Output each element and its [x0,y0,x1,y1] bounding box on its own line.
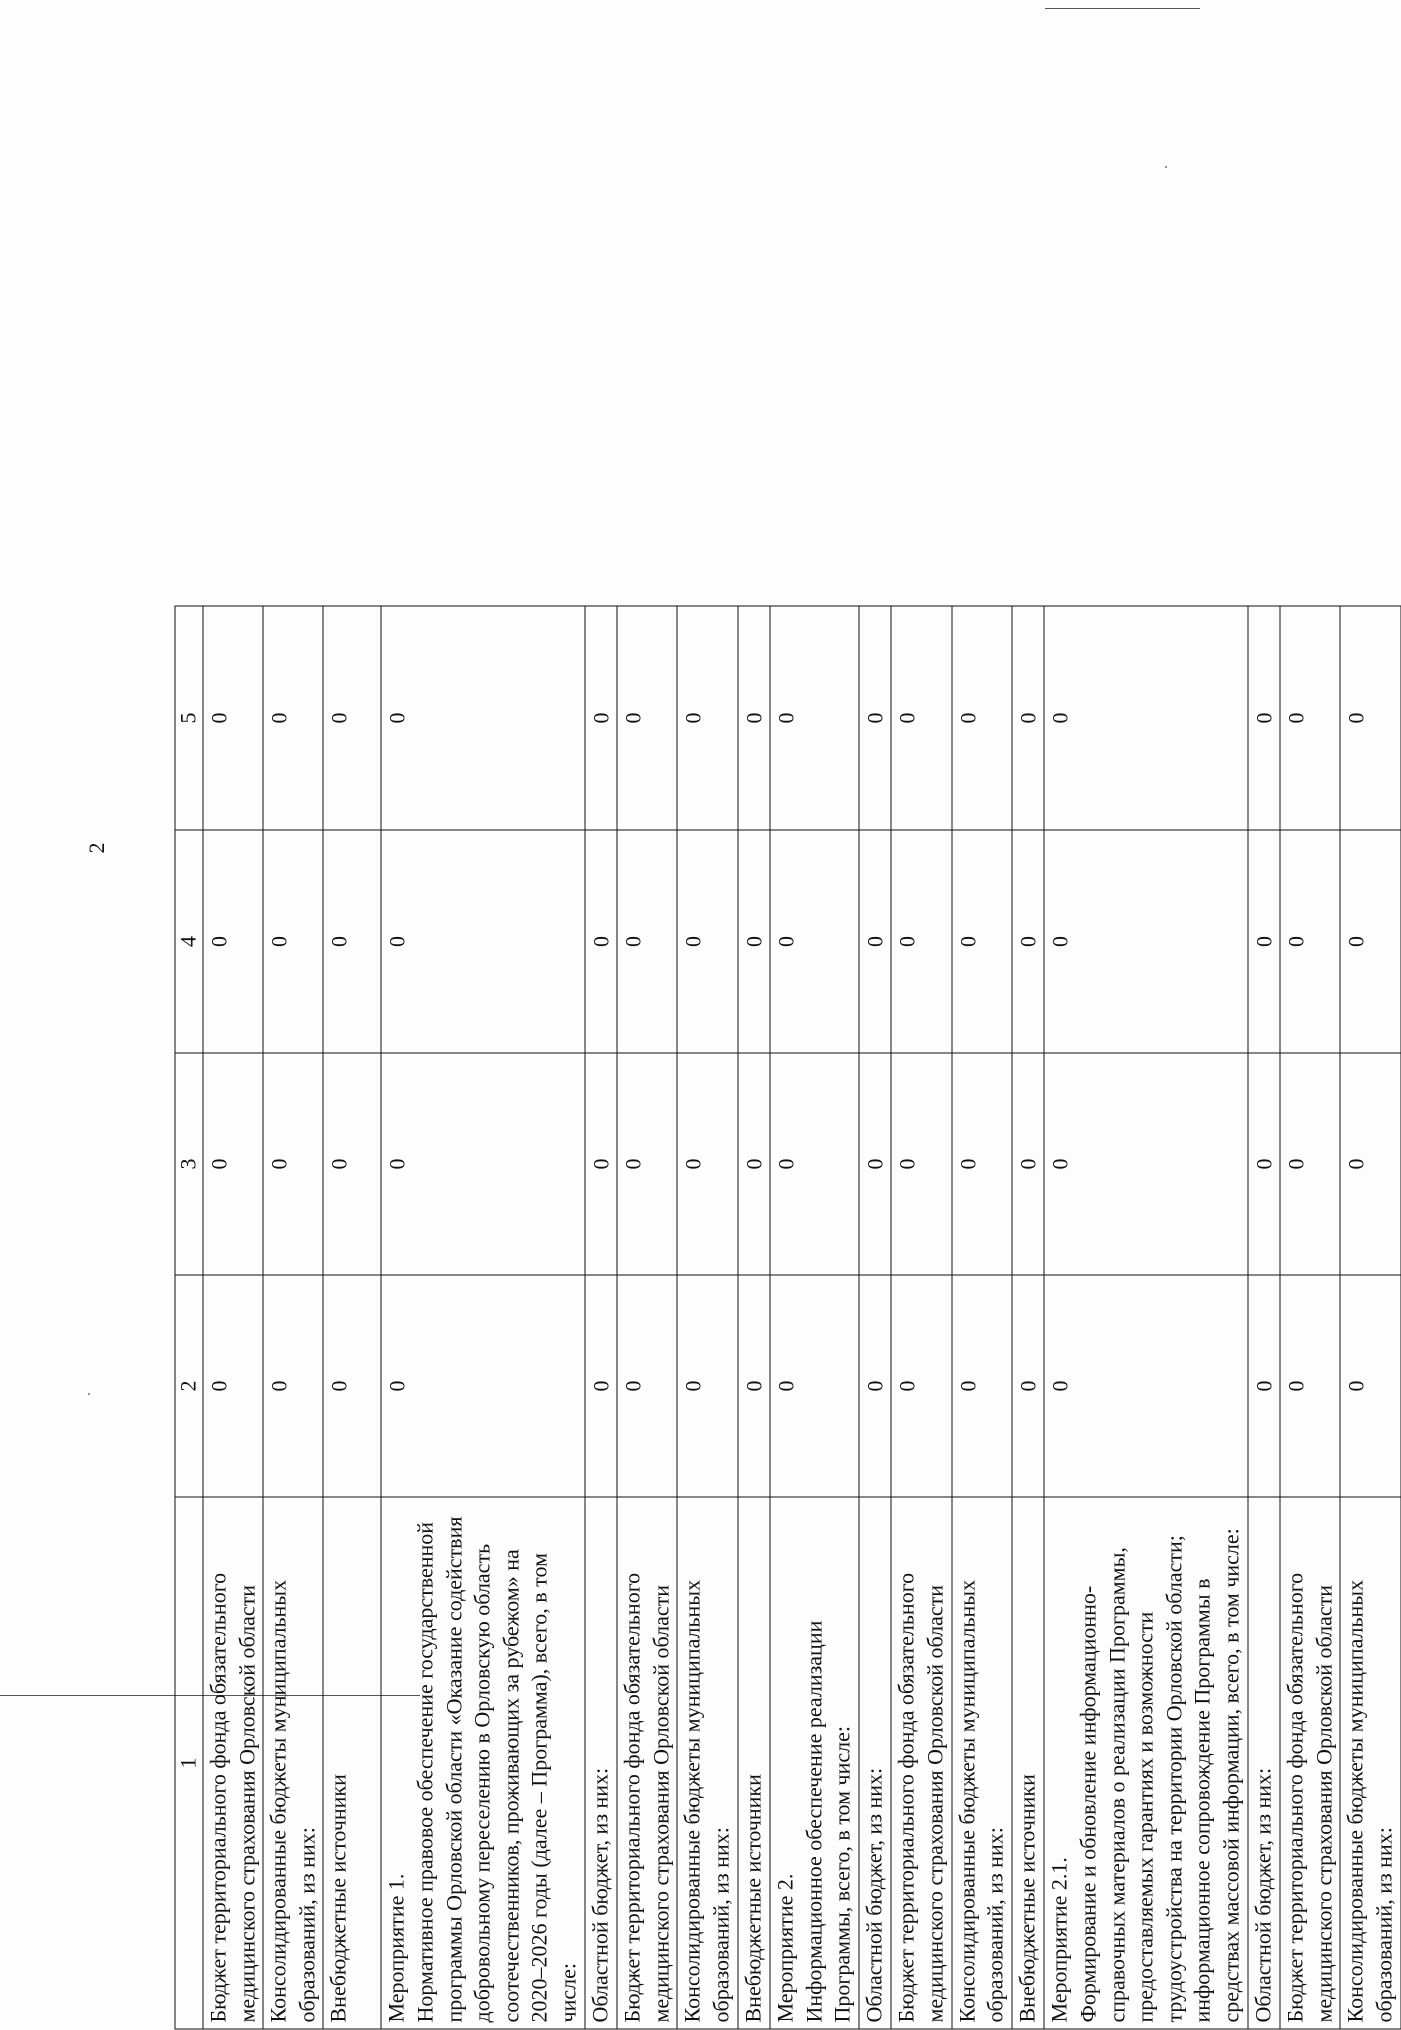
value-cell: 0 [770,1053,859,1275]
table-row [891,606,951,2029]
value-cell: 0 [891,1053,951,1275]
row-label: Консолидированные бюджеты муниципальных образований, из них: [1340,1497,1400,2029]
value-cell: 0 [1280,1053,1340,1275]
value-cell: 0 [585,606,618,830]
table-row [585,606,618,2029]
value-cell: 0 [859,606,892,830]
table-row [952,606,1012,2029]
value-cell: 0 [1012,606,1045,830]
column-header: 2 [175,1275,203,1497]
value-cell: 0 [323,830,381,1053]
value-cell: 0 [738,830,771,1053]
value-cell: 0 [952,1275,1012,1497]
value-cell: 0 [770,830,859,1053]
value-cell: 0 [381,830,584,1053]
value-cell: 0 [1044,1053,1247,1275]
budget-table-rotated [175,607,1145,2030]
value-cell: 0 [381,606,584,830]
value-cell: 0 [952,1053,1012,1275]
row-label: Консолидированные бюджеты муниципальных образований, из них: [952,1497,1012,2029]
table-row [263,606,323,2029]
column-header: 4 [175,830,203,1053]
value-cell: 0 [617,1275,677,1497]
row-label: Внебюджетные источники [323,1497,381,2029]
value-cell: 0 [1248,1275,1281,1497]
value-cell: 0 [1012,1053,1045,1275]
row-label: Внебюджетные источники [738,1497,771,2029]
value-cell: 0 [617,1053,677,1275]
row-label: Бюджет территориального фонда обязательного медицинского страхования Орловской области [891,1497,951,2029]
value-cell: 0 [952,830,1012,1053]
table-row [1280,606,1340,2029]
value-cell: 0 [1340,1053,1400,1275]
value-cell: 0 [1340,830,1400,1053]
value-cell: 0 [1012,830,1045,1053]
value-cell: 0 [738,1053,771,1275]
value-cell: 0 [1248,606,1281,830]
value-cell: 0 [1280,830,1340,1053]
value-cell: 0 [585,830,618,1053]
value-cell: 0 [381,1053,584,1275]
scan-speck [88,1393,90,1395]
table-row [677,606,737,2029]
value-cell: 0 [263,1053,323,1275]
value-cell: 0 [381,1275,584,1497]
value-cell: 0 [323,606,381,830]
value-cell: 0 [1280,606,1340,830]
value-cell: 0 [1044,606,1247,830]
value-cell: 0 [1248,830,1281,1053]
row-label: Областной бюджет, из них: [859,1497,892,2029]
table-row [381,606,584,2029]
value-cell: 0 [1012,1275,1045,1497]
scan-edge-line-top [1045,8,1200,9]
value-cell: 0 [323,1053,381,1275]
value-cell: 0 [617,606,677,830]
value-cell: 0 [1044,830,1247,1053]
row-label: Мероприятие 1. Нормативное правовое обеспечение государственной программы Орловской области «Оказание содействия добровольному переселению в Орловскую область соотечественников, проживающих за рубежом» на 2020–2026 годы (далее – Программа), всего, в том числе: [381,1497,584,2029]
page-number: 2 [85,833,109,863]
table-row [1044,606,1247,2029]
value-cell: 0 [617,830,677,1053]
row-label: Бюджет территориального фонда обязательного медицинского страхования Орловской области [1280,1497,1340,2029]
table-header-row [175,606,203,2029]
value-cell: 0 [263,1275,323,1497]
row-label: Мероприятие 2. Информационное обеспечение реализации Программы, всего, в том числе: [770,1497,859,2029]
value-cell: 0 [738,606,771,830]
scan-speck [1165,166,1167,168]
value-cell: 0 [770,1275,859,1497]
value-cell: 0 [1248,1053,1281,1275]
value-cell: 0 [770,606,859,830]
table-row [323,606,381,2029]
value-cell: 0 [859,830,892,1053]
value-cell: 0 [677,606,737,830]
value-cell: 0 [738,1275,771,1497]
value-cell: 0 [677,1053,737,1275]
value-cell: 0 [585,1275,618,1497]
value-cell: 0 [859,1275,892,1497]
value-cell: 0 [1340,1275,1400,1497]
value-cell: 0 [677,830,737,1053]
table-row [859,606,892,2029]
table-row [1248,606,1281,2029]
value-cell: 0 [323,1275,381,1497]
value-cell: 0 [891,606,951,830]
column-header: 5 [175,606,203,830]
value-cell: 0 [203,1053,263,1275]
column-header: 3 [175,1053,203,1275]
row-label: Консолидированные бюджеты муниципальных образований, из них: [263,1497,323,2029]
value-cell: 0 [891,1275,951,1497]
table-row [203,606,263,2029]
table-row [738,606,771,2029]
table-row [770,606,859,2029]
row-label: Бюджет территориального фонда обязательного медицинского страхования Орловской области [617,1497,677,2029]
column-header: 1 [175,1497,203,2029]
value-cell: 0 [263,830,323,1053]
row-label: Областной бюджет, из них: [585,1497,618,2029]
budget-table [175,606,1401,2030]
value-cell: 0 [203,830,263,1053]
value-cell: 0 [585,1053,618,1275]
value-cell: 0 [1044,1275,1247,1497]
row-label: Бюджет территориального фонда обязательного медицинского страхования Орловской области [203,1497,263,2029]
value-cell: 0 [1280,1275,1340,1497]
table-row [617,606,677,2029]
value-cell: 0 [891,830,951,1053]
row-label: Консолидированные бюджеты муниципальных образований, из них: [677,1497,737,2029]
table-row [1012,606,1045,2029]
value-cell: 0 [203,606,263,830]
table-row [1340,606,1400,2029]
table-body [175,606,1401,2029]
row-label: Мероприятие 2.1. Формирование и обновление информационно-справочных материалов о реализации Программы, предоставляемых гарантиях и возможности трудоустройства на территории Орловской области; информационное сопровождение Программы в средствах массовой информации, всего, в том числе: [1044,1497,1247,2029]
row-label: Областной бюджет, из них: [1248,1497,1281,2029]
value-cell: 0 [677,1275,737,1497]
value-cell: 0 [952,606,1012,830]
value-cell: 0 [203,1275,263,1497]
row-label: Внебюджетные источники [1012,1497,1045,2029]
value-cell: 0 [263,606,323,830]
value-cell: 0 [859,1053,892,1275]
value-cell: 0 [1340,606,1400,830]
